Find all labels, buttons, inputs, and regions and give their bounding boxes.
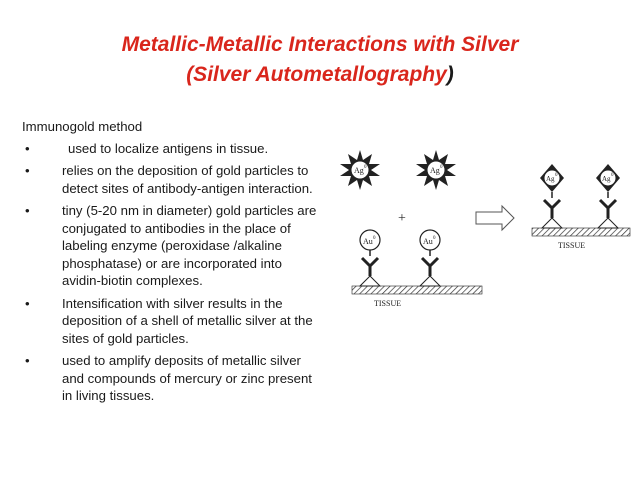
ag-label: Ag — [546, 175, 555, 183]
plus-sign: + — [398, 211, 406, 226]
bullet-item — [22, 295, 322, 348]
title-line-1: Metallic-Metallic Interactions with Silver — [121, 33, 519, 56]
title-line-2 — [60, 60, 580, 90]
enhanced-antibody-icon — [540, 164, 564, 228]
au-superscript: 0 — [373, 236, 376, 241]
tissue-layer-right — [532, 228, 630, 236]
ag-superscript: 0 — [440, 165, 443, 170]
bullet-marker: • — [25, 203, 30, 218]
bullet-text: relies on the deposition of gold particles to detect sites of antibody-antigen interaction. — [62, 163, 313, 196]
bullet-item — [22, 162, 322, 197]
tissue-label-left: TISSUE — [374, 299, 402, 308]
bullet-item — [22, 140, 322, 158]
au-superscript: 0 — [433, 236, 436, 241]
tissue-layer-left — [352, 286, 482, 294]
autometallography-diagram — [332, 140, 632, 320]
bullet-text: tiny (5-20 nm in diameter) gold particles are conjugated to antibodies in the place of labeling enzyme (peroxidase /alkaline phosphatase) or are incorporated into avidin-biotin complexes. — [62, 203, 317, 288]
bullet-marker: • — [25, 163, 30, 178]
ag-superscript: 0 — [364, 165, 367, 170]
gold-antibody-icon — [420, 230, 440, 286]
title-line-2-main: (Silver Autometallography — [186, 63, 447, 86]
bullet-item — [22, 352, 322, 405]
bullet-text: Intensification with silver results in the deposition of a shell of metallic silver at the sites of gold particles. — [62, 295, 313, 346]
bullet-item — [22, 202, 322, 290]
intro-heading: Immunogold method — [22, 119, 143, 134]
enhanced-antibody-icon — [596, 164, 620, 228]
bullet-marker: • — [25, 295, 30, 311]
gold-antibody-icon — [360, 230, 380, 286]
bullet-text: used to amplify deposits of metallic silver and compounds of mercury or zinc present in living tissues. — [62, 353, 312, 403]
au-label: Au — [423, 237, 433, 246]
au-label: Au — [363, 237, 373, 246]
silver-particle-icon — [416, 150, 456, 190]
ag-superscript: 0 — [611, 173, 614, 178]
ag-label: Ag — [430, 166, 440, 175]
body-text — [22, 118, 322, 410]
title-closing-paren: ) — [446, 63, 454, 86]
ag-label: Ag — [602, 175, 611, 183]
slide-title — [60, 30, 580, 90]
ag-superscript: 0 — [555, 173, 558, 178]
right-arrow-icon — [476, 206, 514, 230]
ag-label: Ag — [354, 166, 364, 175]
bullet-marker: • — [25, 353, 30, 368]
tissue-label-right: TISSUE — [558, 241, 586, 250]
silver-particle-icon — [340, 150, 380, 190]
bullet-text: used to localize antigens in tissue. — [68, 140, 269, 156]
bullet-list — [22, 140, 322, 405]
bullet-marker: • — [25, 140, 30, 156]
